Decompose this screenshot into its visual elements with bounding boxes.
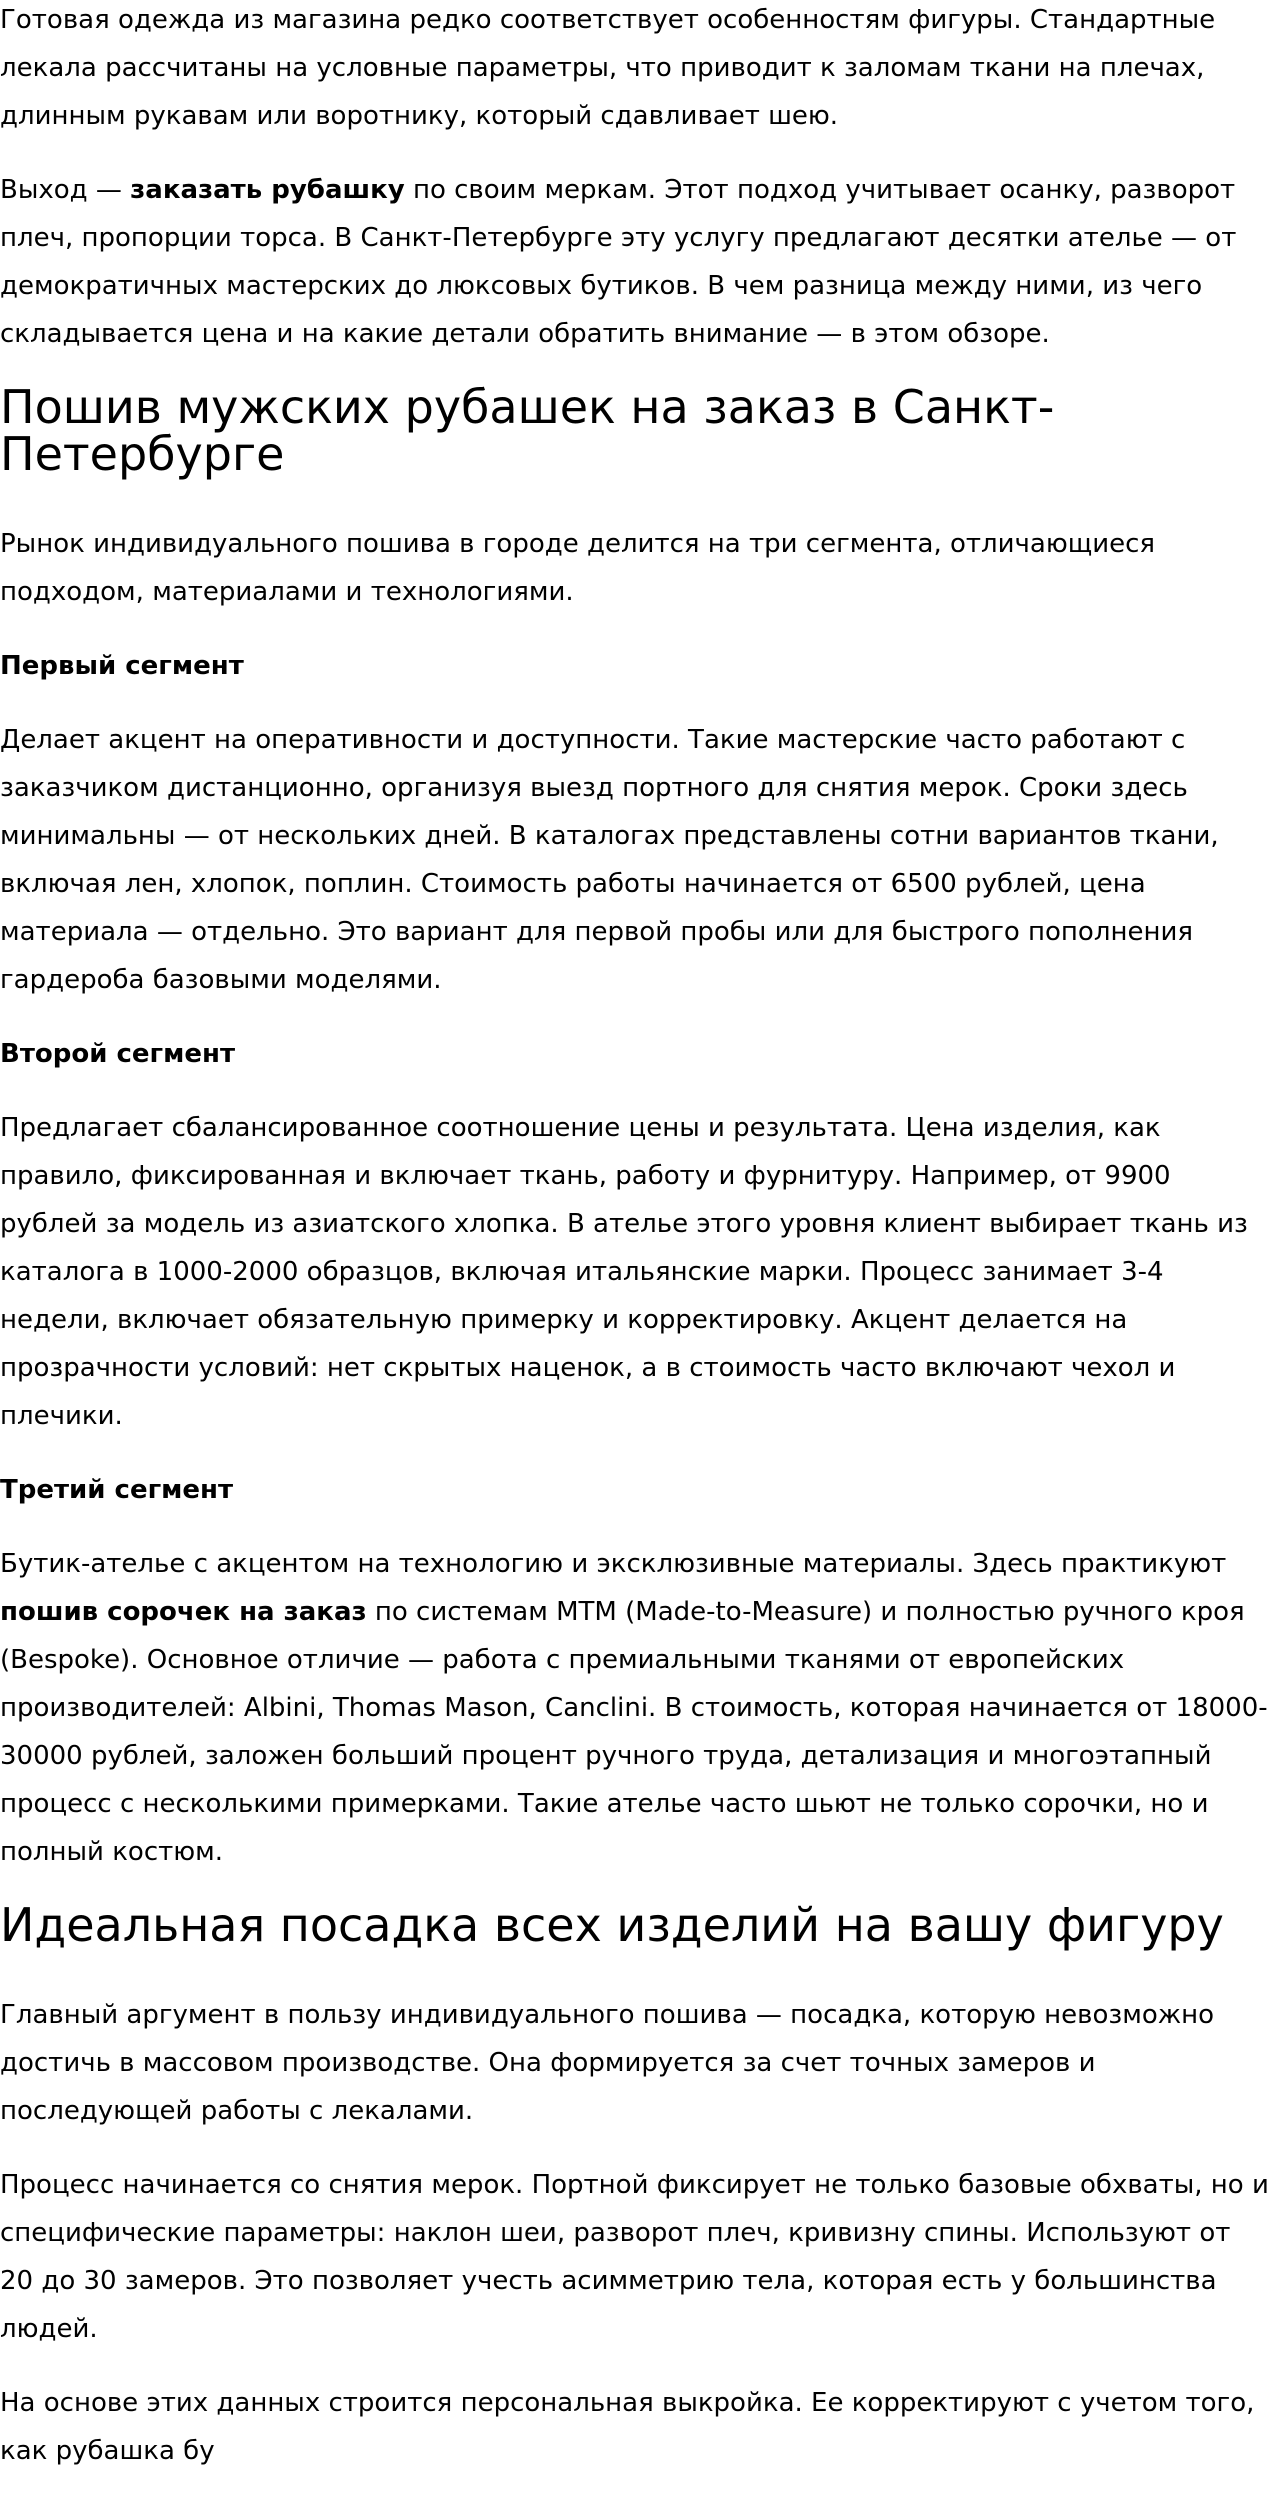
fit-paragraph-2: Процесс начинается со снятия мерок. Портной фиксирует не только базовые обхваты, но и специфические параметры: наклон шеи, разворот плеч, кривизну спины. Используют от 20 до 30 замеров. Это позволяет учесть асимметрию тела, которая есть у большинства людей. <box>0 2170 1269 2344</box>
fit-paragraph-3: На основе этих данных строится персональная выкройка. Ее корректируют с учетом того, как рубашка бу <box>0 2388 1255 2466</box>
segment-3-text-lead: Бутик-ателье с акцентом на технологию и эксклюзивные материалы. Здесь практикуют <box>0 1549 1227 1579</box>
market-intro-paragraph: Рынок индивидуального пошива в городе делится на три сегмента, отличающиеся подходом, материалами и технологиями. <box>0 529 1156 607</box>
intro-paragraph-2-rest: по своим меркам. Этот подход учитывает осанку, разворот плеч, пропорции торса. В Санкт-Петербурге эту услугу предлагают десятки ателье — от демократичных мастерских до люксовых бутиков. В чем разница между ними, из чего складывается цена и на какие детали обратить внимание — в этом обзоре. <box>0 175 1237 349</box>
segment-3-text <box>0 1540 1270 1876</box>
segment-2-text: Предлагает сбалансированное соотношение цены и результата. Цена изделия, как правило, фиксированная и включает ткань, работу и фурнитуру. Например, от 9900 рублей за модель из азиатского хлопка. В ателье этого уровня клиент выбирает ткань из каталога в 1000-2000 образцов, включая итальянские марки. Процесс занимает 3-4 недели, включает обязательную примерку и корректировку. Акцент делается на прозрачности условий: нет скрытых наценок, а в стоимость часто включают чехол и плечики. <box>0 1113 1248 1431</box>
intro-paragraph-1: Готовая одежда из магазина редко соответствует особенностям фигуры. Стандартные лекала рассчитаны на условные параметры, что приводит к заломам ткани на плечах, длинным рукавам или воротнику, который сдавливает шею. <box>0 5 1216 131</box>
section-heading-tailoring-spb: Пошив мужских рубашек на заказ в Санкт-Петербурге <box>0 380 1055 481</box>
custom-shirt-sewing-highlight: пошив сорочек на заказ <box>0 1597 367 1627</box>
segment-1-heading: Первый сегмент <box>0 651 244 681</box>
segment-1-text: Делает акцент на оперативности и доступности. Такие мастерские часто работают с заказчиком дистанционно, организуя выезд портного для снятия мерок. Сроки здесь минимальны — от нескольких дней. В каталогах представлены сотни вариантов ткани, включая лен, хлопок, поплин. Стоимость работы начинается от 6500 рублей, цена материала — отдельно. Это вариант для первой пробы или для быстрого пополнения гардероба базовыми моделями. <box>0 725 1219 995</box>
section-heading-perfect-fit: Идеальная посадка всех изделий на вашу фигуру <box>0 1898 1224 1952</box>
fit-paragraph-1: Главный аргумент в пользу индивидуального пошива — посадка, которую невозможно достичь в массовом производстве. Она формируется за счет точных замеров и последующей работы с лекалами. <box>0 2000 1215 2126</box>
intro-paragraph-2 <box>0 166 1270 358</box>
segment-2-heading: Второй сегмент <box>0 1039 236 1069</box>
order-shirt-highlight: заказать рубашку <box>130 175 405 205</box>
intro-paragraph-2-lead: Выход — <box>0 175 131 205</box>
segment-3-heading: Третий сегмент <box>0 1475 234 1505</box>
segment-3-text-rest: по системам МТМ (Made-to-Measure) и полностью ручного кроя (Bespoke). Основное отличие — работа с премиальными тканями от европейских производителей: Albini, Thomas Mason, Canclini. В стоимость, которая начинается от 18000-30000 рублей, заложен больший процент ручного труда, детализация и многоэтапный процесс с несколькими примерками. Такие ателье часто шьют не только сорочки, но и полный костюм. <box>0 1597 1268 1867</box>
